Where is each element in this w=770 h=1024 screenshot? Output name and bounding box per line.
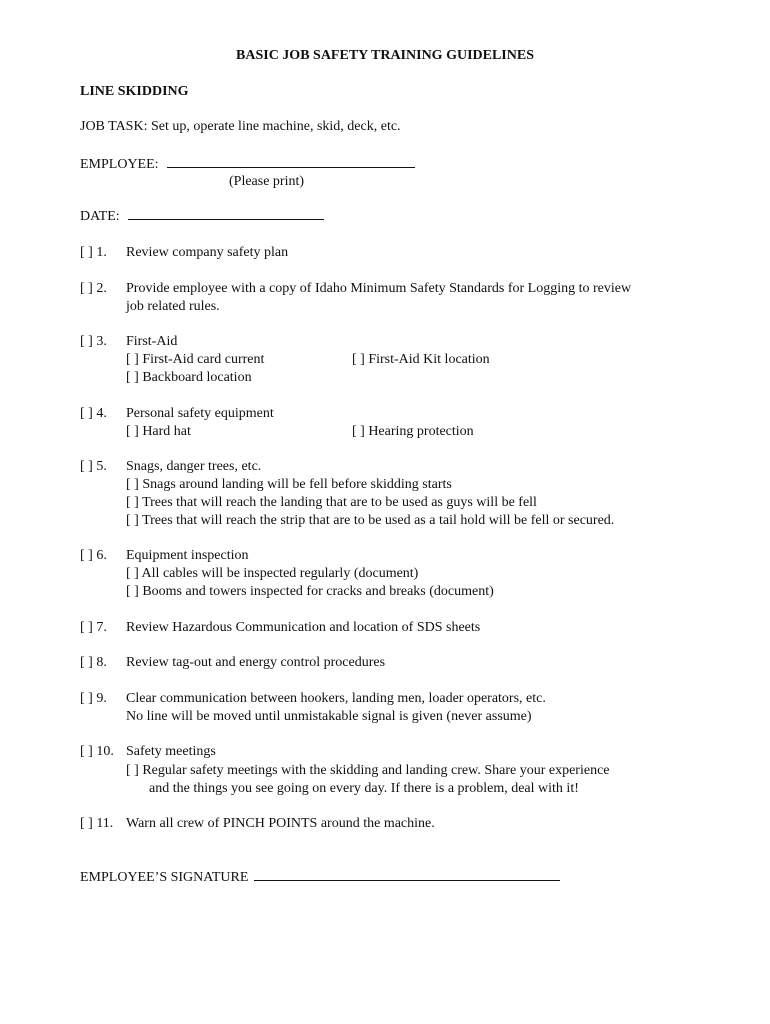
item-2-text: Provide employee with a copy of Idaho Minimum Safety Standards for Logging to review bbox=[126, 281, 632, 296]
item-10-checkbox[interactable]: [ ] 10. bbox=[80, 744, 114, 759]
item-3-sub-1[interactable]: [ ] First-Aid card current bbox=[126, 352, 265, 367]
item-5-sub-3[interactable]: [ ] Trees that will reach the strip that are to be used as a tail hold will be fell or secured. bbox=[126, 513, 615, 528]
item-10-sub-cont: and the things you see going on every day. If there is a problem, deal with it! bbox=[149, 781, 579, 796]
item-9-text: Clear communication between hookers, landing men, loader operators, etc. bbox=[126, 691, 546, 706]
item-9-checkbox[interactable]: [ ] 9. bbox=[80, 691, 107, 706]
item-6-sub-1[interactable]: [ ] All cables will be inspected regularly (document) bbox=[126, 566, 419, 581]
item-8-checkbox[interactable]: [ ] 8. bbox=[80, 655, 107, 670]
signature-label: EMPLOYEE’S SIGNATURE bbox=[80, 870, 249, 885]
item-11-checkbox[interactable]: [ ] 11. bbox=[80, 816, 114, 831]
signature-field bbox=[80, 868, 560, 887]
item-7-checkbox[interactable]: [ ] 7. bbox=[80, 620, 107, 635]
item-6-sub-2[interactable]: [ ] Booms and towers inspected for cracks and breaks (document) bbox=[126, 584, 494, 599]
date-field bbox=[80, 207, 324, 226]
item-10-text: Safety meetings bbox=[126, 744, 216, 759]
item-4-sub-right[interactable]: [ ] Hearing protection bbox=[352, 424, 474, 439]
item-5-text: Snags, danger trees, etc. bbox=[126, 459, 262, 474]
item-3-sub-2[interactable]: [ ] Backboard location bbox=[126, 370, 252, 385]
item-5-checkbox[interactable]: [ ] 5. bbox=[80, 459, 107, 474]
document-title: BASIC JOB SAFETY TRAINING GUIDELINES bbox=[236, 48, 534, 63]
item-3-checkbox[interactable]: [ ] 3. bbox=[80, 334, 107, 349]
item-7-text: Review Hazardous Communication and location of SDS sheets bbox=[126, 620, 481, 635]
employee-label: EMPLOYEE: bbox=[80, 157, 159, 172]
item-6-checkbox[interactable]: [ ] 6. bbox=[80, 548, 107, 563]
item-11-text: Warn all crew of PINCH POINTS around the machine. bbox=[126, 816, 435, 831]
job-task-line: JOB TASK: Set up, operate line machine, skid, deck, etc. bbox=[80, 119, 401, 134]
date-label: DATE: bbox=[80, 209, 120, 224]
signature-blank[interactable] bbox=[254, 868, 560, 881]
employee-blank[interactable] bbox=[167, 155, 415, 168]
section-heading: LINE SKIDDING bbox=[80, 84, 189, 99]
please-print-note: (Please print) bbox=[229, 174, 305, 189]
item-3-text: First-Aid bbox=[126, 334, 178, 349]
item-2-text-cont: job related rules. bbox=[126, 299, 220, 314]
item-3-sub-right[interactable]: [ ] First-Aid Kit location bbox=[352, 352, 490, 367]
item-10-sub-1[interactable]: [ ] Regular safety meetings with the skidding and landing crew. Share your experience bbox=[126, 763, 610, 778]
item-1-checkbox[interactable]: [ ] 1. bbox=[80, 245, 107, 260]
item-4-sub-1[interactable]: [ ] Hard hat bbox=[126, 424, 191, 439]
item-4-checkbox[interactable]: [ ] 4. bbox=[80, 406, 107, 421]
item-5-sub-1[interactable]: [ ] Snags around landing will be fell before skidding starts bbox=[126, 477, 452, 492]
item-5-sub-2[interactable]: [ ] Trees that will reach the landing that are to be used as guys will be fell bbox=[126, 495, 537, 510]
item-8-text: Review tag-out and energy control procedures bbox=[126, 655, 386, 670]
item-1-text: Review company safety plan bbox=[126, 245, 289, 260]
item-6-text: Equipment inspection bbox=[126, 548, 249, 563]
date-blank[interactable] bbox=[128, 207, 324, 220]
item-2-checkbox[interactable]: [ ] 2. bbox=[80, 281, 107, 296]
employee-field bbox=[80, 155, 415, 174]
item-4-text: Personal safety equipment bbox=[126, 406, 274, 421]
item-9-text-cont: No line will be moved until unmistakable signal is given (never assume) bbox=[126, 709, 532, 724]
